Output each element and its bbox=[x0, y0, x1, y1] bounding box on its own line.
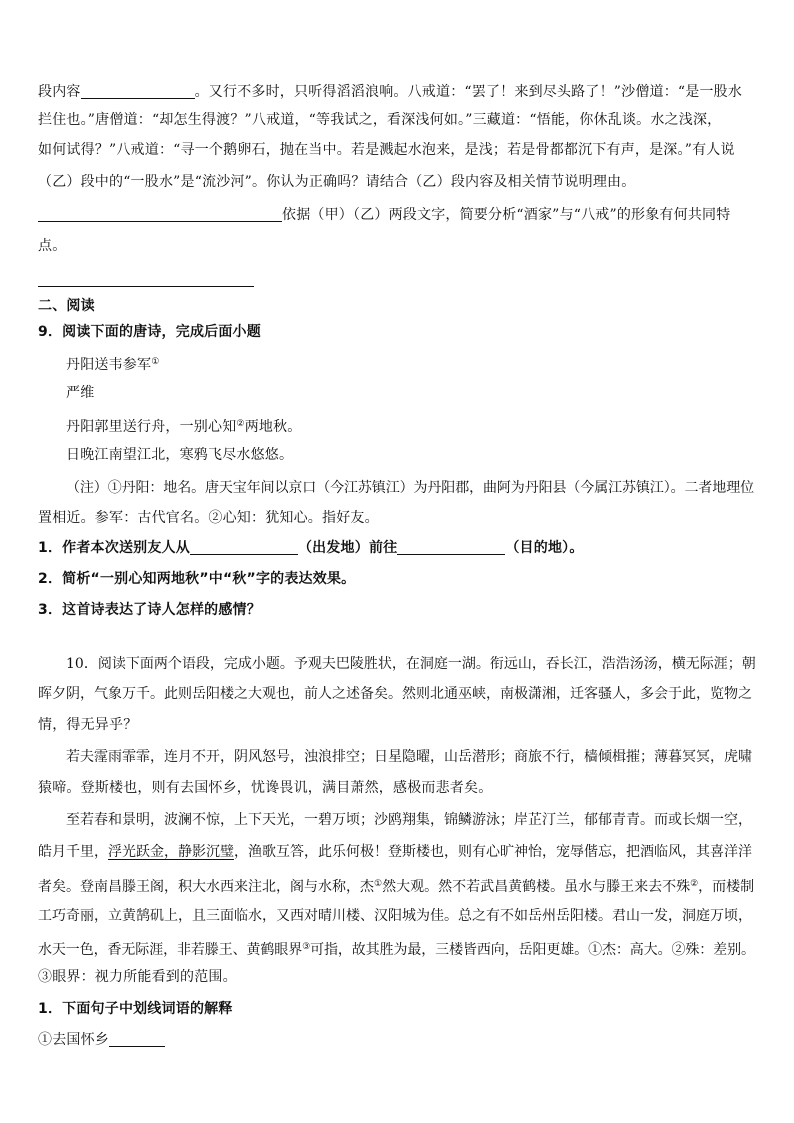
q9-title: 9．阅读下面的唐诗，完成后面小题 bbox=[38, 324, 261, 340]
footnote-marker: ② bbox=[236, 419, 245, 429]
q10-para1-line2: 晖夕阴，气象万千。此则岳阳楼之大观也，前人之述备矣。然则北通巫峡，南极潇湘，迁客骚人，多会于此，览物之 bbox=[38, 686, 752, 702]
q10-para3-line1: 至若春和景明，波澜不惊，上下天光，一碧万顷；沙鸥翔集，锦鳞游泳；岸芷汀兰，郁郁青青。而或长烟一空， bbox=[66, 812, 752, 828]
q8-line-3: 如何试得？”八戒道：“寻一个鹅卵石，抛在当中。若是溅起水泡来，是浅；若是骨都都沉下有声，是深。”有人说 bbox=[38, 142, 735, 158]
q10-subquestion-1: 1．下面句子中划线词语的解释 bbox=[38, 1001, 233, 1017]
q8-line-4: （乙）段中的“一股水”是“流沙河”。你认为正确吗？请结合（乙）段内容及相关情节说明理由。 bbox=[38, 174, 636, 190]
q10-para3-line2 bbox=[38, 842, 752, 862]
text: （目的地）。 bbox=[505, 540, 584, 556]
q9-subquestion-3: 3．这首诗表达了诗人怎样的感情？ bbox=[38, 602, 261, 618]
footnote-marker: ① bbox=[151, 357, 160, 367]
q8-line-1 bbox=[38, 82, 742, 102]
answer-line[interactable] bbox=[38, 286, 254, 287]
text: 两地秋。 bbox=[244, 419, 302, 435]
footnote-marker: ③ bbox=[302, 942, 311, 952]
text: （出发地）前往 bbox=[297, 540, 398, 556]
text: 然大观。然不若武昌黄鹤楼。虽水与滕王来去不殊 bbox=[382, 879, 691, 895]
poem-author: 严维 bbox=[66, 385, 95, 401]
answer-blank[interactable] bbox=[38, 207, 282, 222]
text: 者矣。登南昌滕王阁，积大水西来注北，阁与水称，杰 bbox=[38, 879, 374, 895]
q8-line-5 bbox=[38, 205, 730, 225]
answer-blank[interactable] bbox=[397, 540, 505, 555]
q10-para3-line4: 工巧奇丽，立黄鹄矶上，且三面临水，又西对晴川楼、汉阳城为佳。总之有不如岳州岳阳楼。君山一发，洞庭万顷， bbox=[38, 908, 752, 924]
text: 水天一色，香无际涯，非若滕王、黄鹤眼界 bbox=[38, 942, 303, 958]
answer-blank[interactable] bbox=[81, 84, 195, 99]
text: 可指，故其胜为最，三楼皆西向，岳阳更雄。①杰：高大。②殊：差别。 bbox=[310, 942, 755, 958]
footnote-marker: ② bbox=[690, 879, 699, 889]
q10-para1-line3: 情，得无异乎？ bbox=[38, 717, 138, 733]
q10-item-1 bbox=[38, 1030, 165, 1050]
text: 1．作者本次送别友人从 bbox=[38, 540, 190, 556]
poem-line-2: 日晚江南望江北，寒鸦飞尽水悠悠。 bbox=[66, 447, 294, 463]
poem-line-1 bbox=[66, 414, 302, 437]
text: ①去国怀乡 bbox=[38, 1032, 109, 1048]
footnote-marker: ① bbox=[374, 879, 383, 889]
q10-para1-line1: 10．阅读下面两个语段，完成小题。予观夫巴陵胜状，在洞庭一湖。衔远山，吞长江，浩浩汤汤，横无际涯；朝 bbox=[66, 656, 756, 672]
text: ，渔歌互答，此乐何极！登斯楼也，则有心旷神怡，宠辱偕忘，把酒临风，其喜洋洋 bbox=[234, 844, 752, 860]
q9-subquestion-1 bbox=[38, 538, 584, 558]
q10-para2-line2: 猿啼。登斯楼也，则有去国怀乡，忧谗畏讥，满目萧然，感极而悲者矣。 bbox=[38, 780, 493, 796]
poem-note-1: （注）①丹阳：地名。唐天宝年间以京口（今江苏镇江）为丹阳郡，曲阿为丹阳县（今属江苏镇江）。二者地理位 bbox=[66, 480, 754, 496]
text: ，而楼制 bbox=[698, 879, 755, 895]
underlined-phrase: 浮光跃金，静影沉璧 bbox=[108, 844, 234, 860]
answer-blank[interactable] bbox=[190, 540, 298, 555]
q8-line-6: 点。 bbox=[38, 238, 67, 254]
text: 依据（甲）（乙）两段文字，简要分析“酒家”与“八戒”的形象有何共同特 bbox=[282, 207, 731, 223]
text: 丹阳送韦参军 bbox=[66, 357, 152, 373]
poem-title bbox=[66, 352, 159, 375]
text: 段内容 bbox=[38, 84, 81, 100]
answer-blank[interactable] bbox=[109, 1032, 165, 1047]
text: 丹阳郭里送行舟，一别心知 bbox=[66, 419, 237, 435]
q8-line-2: 拦住也。”唐僧道：“却怎生得渡？”八戒道，“等我试之，看深浅何如。”三藏道：“悟能，你休乱谈。水之浅深， bbox=[38, 112, 722, 128]
text: 。又行不多时，只听得滔滔浪响。八戒道：“罢了！来到尽头路了！”沙僧道：“是一股水 bbox=[194, 84, 743, 100]
q10-para2-line1: 若夫霪雨霏霏，连月不开，阴风怒号，浊浪排空；日星隐曜，山岳潜形；商旅不行，樯倾楫摧；薄暮冥冥，虎啸 bbox=[66, 749, 752, 765]
poem-note-2: 置相近。参军：古代官名。②心知：犹知心。指好友。 bbox=[38, 510, 379, 526]
section-heading: 二、阅读 bbox=[38, 298, 95, 314]
text: 皓月千里， bbox=[38, 844, 108, 860]
q10-para3-line6: ③眼界：视力所能看到的范围。 bbox=[38, 969, 237, 985]
q10-para3-line3 bbox=[38, 874, 754, 897]
q10-para3-line5 bbox=[38, 937, 755, 960]
q9-subquestion-2: 2．简析“一别心知两地秋”中“秋”字的表达效果。 bbox=[38, 571, 356, 587]
